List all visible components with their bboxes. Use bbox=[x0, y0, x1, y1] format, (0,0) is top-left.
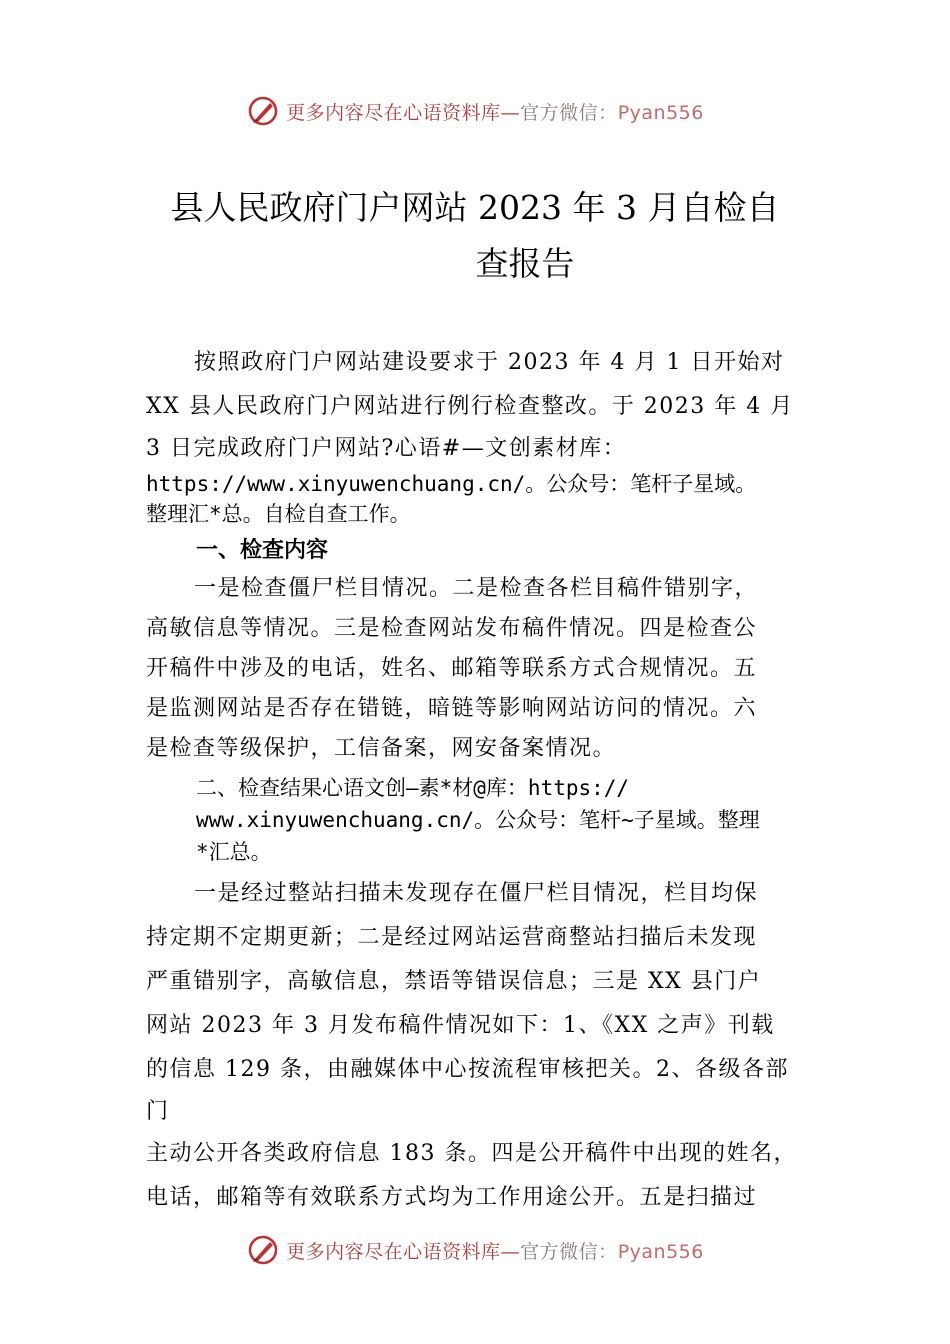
paragraph-line: 开稿件中涉及的电话，姓名、邮箱等联系方式合规情况。五 bbox=[146, 656, 758, 681]
paragraph-line: 的信息 129 条，由融媒体中心按流程审核把关。2、各级各部 bbox=[146, 1057, 789, 1082]
paragraph-line: 持定期不定期更新；二是经过网站运营商整站扫描后未发现 bbox=[146, 925, 758, 950]
paragraph-line: 严重错别字，高敏信息，禁语等错误信息；三是 XX 县门户 bbox=[146, 969, 762, 994]
paragraph-line: https://www.xinyuwenchuang.cn/。公众号：笔杆子星域。 bbox=[146, 472, 757, 496]
section-heading: 一、检查内容 bbox=[196, 538, 329, 563]
paragraph-line: 门 bbox=[146, 1099, 170, 1124]
section2-paragraph bbox=[196, 772, 826, 868]
document-title bbox=[0, 180, 950, 292]
paragraph-line: 3 日完成政府门户网站?心语#—文创素材库： bbox=[146, 436, 627, 461]
paragraph-line: 二、检查结果心语文创—素*材@库：https:// bbox=[196, 776, 630, 800]
pen-logo-icon bbox=[246, 1233, 280, 1267]
footer-watermark bbox=[0, 1233, 950, 1273]
header-watermark bbox=[0, 94, 950, 134]
paragraph-line: 是检查等级保护，工信备案，网安备案情况。 bbox=[146, 736, 617, 761]
watermark-text: 更多内容尽在心语资料库— bbox=[286, 1240, 521, 1263]
paragraph-line: www.xinyuwenchuang.cn/。公众号：笔杆~子星域。整理 bbox=[196, 808, 760, 832]
intro-paragraph bbox=[146, 341, 816, 529]
paragraph-line: 按照政府门户网站建设要求于 2023 年 4 月 1 日开始对 bbox=[194, 350, 785, 375]
wechat-label: 官方微信： bbox=[520, 1240, 618, 1263]
paragraph-line: 电话，邮箱等有效联系方式均为工作用途公开。五是扫描过 bbox=[146, 1185, 758, 1210]
paragraph-line: 网站 2023 年 3 月发布稿件情况如下：1、《XX 之声》刊载 bbox=[146, 1013, 775, 1038]
paragraph-line: 整理汇*总。自检自查工作。 bbox=[146, 502, 411, 526]
paragraph-line: 是监测网站是否存在错链，暗链等影响网站访问的情况。六 bbox=[146, 696, 758, 721]
paragraph-line: *汇总。 bbox=[196, 840, 272, 864]
pen-logo-icon bbox=[246, 94, 280, 128]
watermark-text: 更多内容尽在心语资料库— bbox=[286, 101, 521, 124]
paragraph-line: 主动公开各类政府信息 183 条。四是公开稿件中出现的姓名， bbox=[146, 1141, 797, 1166]
result-paragraph bbox=[146, 872, 816, 1220]
paragraph-line: 高敏信息等情况。三是检查网站发布稿件情况。四是检查公 bbox=[146, 616, 758, 641]
wechat-account: Pyan556 bbox=[617, 1240, 704, 1263]
title-line-2: 查报告 bbox=[475, 244, 575, 283]
paragraph-line: 一是检查僵尸栏目情况。二是检查各栏目稿件错别字， bbox=[194, 576, 759, 601]
wechat-account: Pyan556 bbox=[617, 101, 704, 124]
section1-paragraph bbox=[146, 569, 816, 769]
wechat-label: 官方微信： bbox=[520, 101, 618, 124]
paragraph-line: XX 县人民政府门户网站进行例行检查整改。于 2023 年 4 月 bbox=[146, 394, 794, 419]
paragraph-line: 一是经过整站扫描未发现存在僵尸栏目情况，栏目均保 bbox=[194, 881, 759, 906]
title-line-1: 县人民政府门户网站 2023 年 3 月自检自 bbox=[170, 188, 780, 227]
